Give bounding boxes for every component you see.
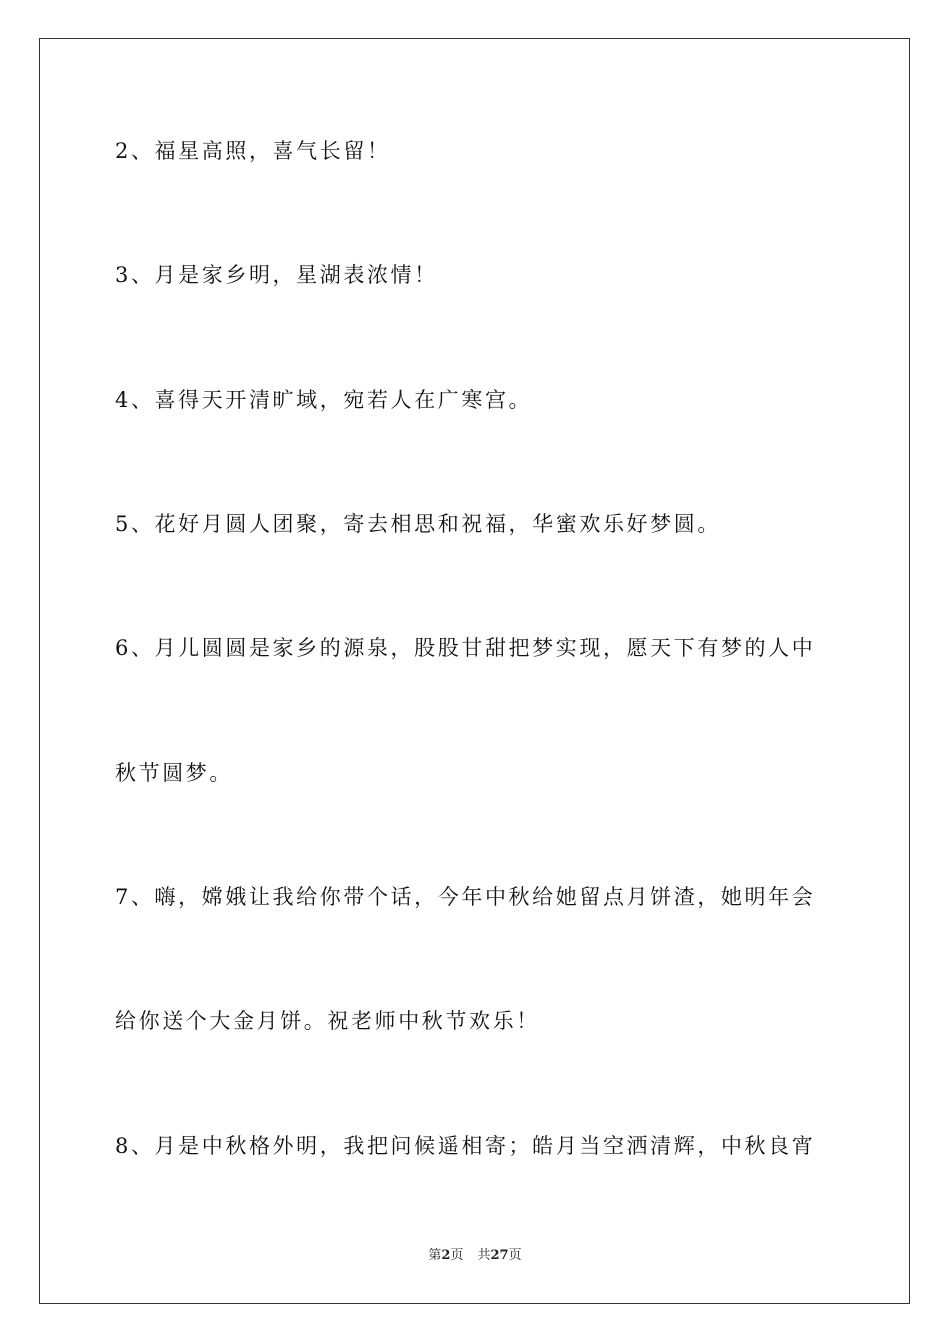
- text-line-2: 3、月是家乡明，星湖表浓情！: [115, 263, 438, 287]
- footer-page-number: 2: [441, 1248, 451, 1263]
- footer-page-suffix: 页: [450, 1248, 464, 1263]
- text-line-4: 5、花好月圆人团聚，寄去相思和祝福，华蜜欢乐好梦圆。: [115, 512, 721, 536]
- text-line-5: 6、月儿圆圆是家乡的源泉，股股甘甜把梦实现，愿天下有梦的人中: [115, 636, 816, 660]
- text-line-9: 8、月是中秋格外明，我把问候遥相寄；皓月当空洒清辉，中秋良宵: [115, 1134, 816, 1158]
- text-line-8: 给你送个大金月饼。祝老师中秋节欢乐！: [115, 1009, 540, 1033]
- footer-total-pages: 27: [490, 1248, 509, 1263]
- text-line-6: 秋节圆梦。: [115, 761, 233, 785]
- footer-page-prefix: 第: [428, 1248, 442, 1263]
- footer-total-prefix: 共: [477, 1248, 491, 1263]
- page-border: [39, 38, 910, 1304]
- text-line-1: 2、福星高照，喜气长留！: [115, 139, 391, 163]
- page-footer: [0, 1247, 950, 1265]
- text-line-7: 7、嗨，嫦娥让我给你带个话，今年中秋给她留点月饼渣，她明年会: [115, 885, 816, 909]
- text-line-3: 4、喜得天开清旷域，宛若人在广寒宫。: [115, 388, 533, 412]
- footer-total-suffix: 页: [508, 1248, 522, 1263]
